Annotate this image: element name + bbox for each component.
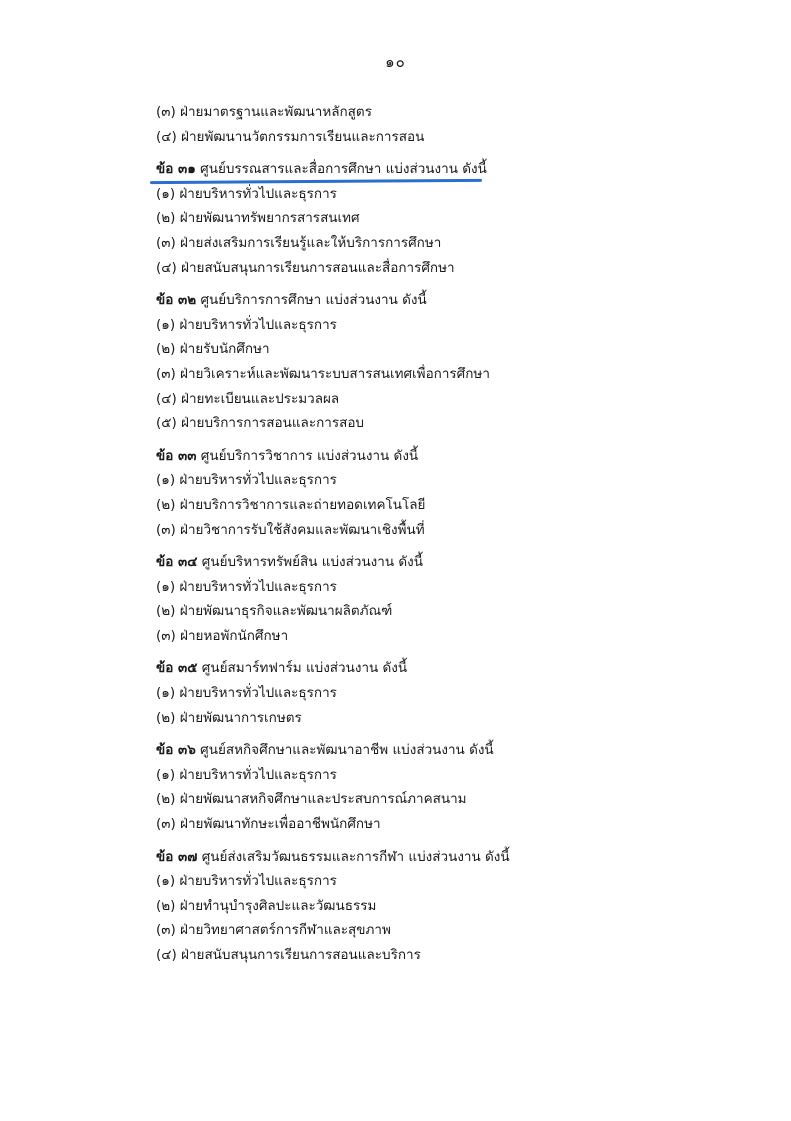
list-item: (๓) ฝ่ายวิเคราะห์และพัฒนาระบบสารสนเทศเพื่อการศึกษา (156, 365, 490, 382)
list-item: (๒) ฝ่ายบริการวิชาการและถ่ายทอดเทคโนโลยี (156, 496, 426, 513)
section-heading (156, 157, 756, 182)
list-item: (๑) ฝ่ายบริหารทั่วไปและธุรการ (156, 316, 337, 333)
section-title: ศูนย์สหกิจศึกษาและพัฒนาอาชีพ แบ่งส่วนงาน ดังนี้ (200, 742, 494, 759)
list-item: (๓) ฝ่ายหอพักนักศึกษา (156, 627, 289, 644)
section-article-34 (156, 550, 756, 648)
section-article-36 (156, 738, 756, 836)
document-body (156, 100, 756, 968)
list-item: (๓) ฝ่ายวิชาการรับใช้สังคมและพัฒนาเชิงพื้นที่ (156, 521, 425, 538)
list-item: (๓) ฝ่ายวิทยาศาสตร์การกีฬาและสุขภาพ (156, 922, 391, 939)
section-heading (156, 738, 756, 763)
section-article-31 (156, 157, 756, 280)
list-item: (๑) ฝ่ายบริหารทั่วไปและธุรการ (156, 185, 337, 202)
section-article-32 (156, 288, 756, 436)
section-heading (156, 550, 756, 575)
list-item: (๔) ฝ่ายทะเบียนและประมวลผล (156, 390, 340, 407)
section-heading (156, 845, 756, 870)
list-item: (๒) ฝ่ายพัฒนาทรัพยากรสารสนเทศ (156, 210, 360, 227)
list-item: (๕) ฝ่ายบริการการสอนและการสอบ (156, 415, 364, 432)
section-heading (156, 288, 756, 313)
list-item: (๒) ฝ่ายพัฒนาการเกษตร (156, 709, 302, 726)
page-number: ๑๐ (385, 53, 406, 71)
article-number: ข้อ ๓๔ (156, 554, 198, 571)
list-item: (๑) ฝ่ายบริหารทั่วไปและธุรการ (156, 472, 337, 489)
section-heading (156, 656, 756, 681)
list-item: (๔) ฝ่ายสนับสนุนการเรียนการสอนและบริการ (156, 947, 421, 963)
list-item: (๒) ฝ่ายพัฒนาธุรกิจและพัฒนาผลิตภัณฑ์ (156, 603, 393, 620)
section-title: ศูนย์บริการการศึกษา แบ่งส่วนงาน ดังนี้ (200, 292, 427, 309)
list-item: (๑) ฝ่ายบริหารทั่วไปและธุรการ (156, 578, 337, 595)
section-article-37 (156, 845, 756, 968)
section-article-35 (156, 656, 756, 730)
list-item: (๒) ฝ่ายทำนุบำรุงศิลปะและวัฒนธรรม (156, 897, 377, 914)
list-item: (๔) ฝ่ายสนับสนุนการเรียนการสอนและสื่อการศึกษา (156, 259, 455, 276)
section-title: ศูนย์ส่งเสริมวัฒนธรรมและการกีฬา แบ่งส่วนงาน ดังนี้ (201, 848, 510, 865)
article-number: ข้อ ๓๗ (156, 848, 198, 865)
section-title: ศูนย์สมาร์ทฟาร์ม แบ่งส่วนงาน ดังนี้ (201, 660, 408, 677)
article-number: ข้อ ๓๕ (156, 660, 198, 677)
list-item: (๔) ฝ่ายพัฒนานวัตกรรมการเรียนและการสอน (156, 128, 425, 145)
list-item: (๓) ฝ่ายมาตรฐานและพัฒนาหลักสูตร (156, 104, 372, 120)
section-title: ศูนย์บริการวิชาการ แบ่งส่วนงาน ดังนี้ (200, 447, 419, 464)
article-number: ข้อ ๓๑ (156, 161, 196, 178)
article-number: ข้อ ๓๓ (156, 447, 197, 464)
list-item: (๑) ฝ่ายบริหารทั่วไปและธุรการ (156, 873, 337, 890)
list-item: (๓) ฝ่ายพัฒนาทักษะเพื่ออาชีพนักศึกษา (156, 816, 381, 833)
section-heading (156, 444, 756, 469)
list-item: (๑) ฝ่ายบริหารทั่วไปและธุรการ (156, 766, 337, 783)
list-item: (๒) ฝ่ายพัฒนาสหกิจศึกษาและประสบการณ์ภาคสนาม (156, 791, 467, 808)
list-item: (๒) ฝ่ายรับนักศึกษา (156, 341, 270, 358)
article-number: ข้อ ๓๖ (156, 742, 196, 759)
section-article-33 (156, 444, 756, 542)
list-item: (๑) ฝ่ายบริหารทั่วไปและธุรการ (156, 685, 337, 702)
list-item: (๓) ฝ่ายส่งเสริมการเรียนรู้และให้บริการการศึกษา (156, 234, 442, 251)
section-title: ศูนย์บริหารทรัพย์สิน แบ่งส่วนงาน ดังนี้ (201, 554, 423, 571)
section-title: ศูนย์บรรณสารและสื่อการศึกษา แบ่งส่วนงาน ดังนี้ (200, 161, 487, 178)
article-number: ข้อ ๓๒ (156, 292, 197, 309)
